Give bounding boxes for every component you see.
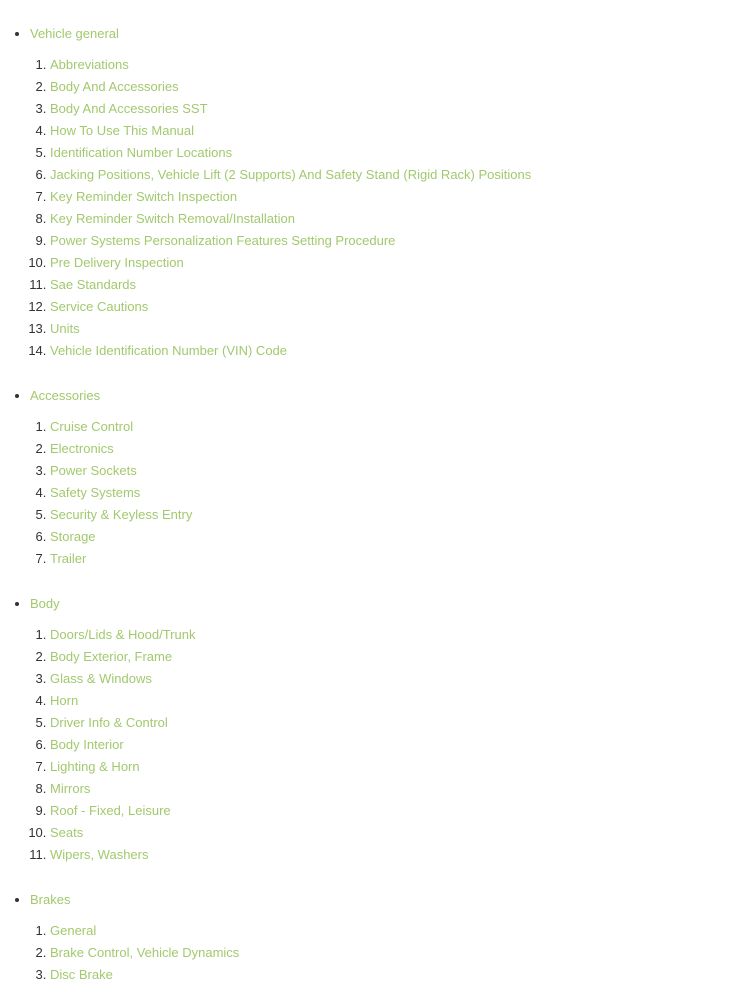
list-item: [50, 844, 746, 866]
list-item: [50, 942, 746, 964]
subsection-link[interactable]: Key Reminder Switch Removal/Installation: [50, 211, 295, 226]
subsection-link[interactable]: Storage: [50, 529, 96, 544]
section-item: [30, 570, 746, 866]
subsection-link[interactable]: Cruise Control: [50, 419, 134, 434]
subsection-link[interactable]: Safety Systems: [50, 485, 141, 500]
subsection-link[interactable]: Sae Standards: [50, 277, 137, 292]
subsection-link[interactable]: Security & Keyless Entry: [50, 507, 193, 522]
subsection-link[interactable]: Glass & Windows: [50, 671, 152, 686]
subsection-link[interactable]: Disc Brake: [50, 967, 113, 982]
subsection-link[interactable]: Body Interior: [50, 737, 124, 752]
subsection-link[interactable]: Abbreviations: [50, 57, 129, 72]
list-item: [50, 252, 746, 274]
list-item: [50, 526, 746, 548]
subsection-link[interactable]: Seats: [50, 825, 84, 840]
list-item: [50, 504, 746, 526]
list-item: [50, 482, 746, 504]
list-item: [50, 624, 746, 646]
subsection-link[interactable]: Body And Accessories SST: [50, 101, 208, 116]
subsection-link[interactable]: Wipers, Washers: [50, 847, 149, 862]
list-item: [50, 208, 746, 230]
list-item: [50, 460, 746, 482]
list-item: [50, 230, 746, 252]
subsection-list: [30, 416, 746, 570]
list-item: [50, 54, 746, 76]
subsection-list: [30, 624, 746, 866]
list-item: [50, 274, 746, 296]
subsection-link[interactable]: Pre Delivery Inspection: [50, 255, 184, 270]
section-link[interactable]: Body: [30, 596, 60, 611]
subsection-link[interactable]: Roof - Fixed, Leisure: [50, 803, 171, 818]
list-item: [50, 438, 746, 460]
list-item: [50, 800, 746, 822]
list-item: [50, 756, 746, 778]
subsection-link[interactable]: Jacking Positions, Vehicle Lift (2 Supports) And Safety Stand (Rigid Rack) Positions: [50, 167, 532, 182]
subsection-link[interactable]: Horn: [50, 693, 79, 708]
subsection-link[interactable]: Power Sockets: [50, 463, 137, 478]
section-item: [30, 0, 746, 362]
list-item: [50, 964, 746, 986]
list-item: [50, 668, 746, 690]
list-item: [50, 920, 746, 942]
subsection-link[interactable]: Trailer: [50, 551, 87, 566]
list-item: [50, 822, 746, 844]
list-item: [50, 340, 746, 362]
subsection-link[interactable]: Mirrors: [50, 781, 91, 796]
subsection-link[interactable]: How To Use This Manual: [50, 123, 195, 138]
list-item: [50, 548, 746, 570]
list-item: [50, 712, 746, 734]
list-item: [50, 120, 746, 142]
list-item: [50, 142, 746, 164]
list-item: [50, 690, 746, 712]
subsection-link[interactable]: Doors/Lids & Hood/Trunk: [50, 627, 196, 642]
subsection-list: [30, 920, 746, 986]
list-item: [50, 416, 746, 438]
subsection-link[interactable]: General: [50, 923, 97, 938]
subsection-link[interactable]: Brake Control, Vehicle Dynamics: [50, 945, 240, 960]
subsection-link[interactable]: Lighting & Horn: [50, 759, 140, 774]
section-link[interactable]: Accessories: [30, 388, 101, 403]
list-item: [50, 98, 746, 120]
subsection-link[interactable]: Vehicle Identification Number (VIN) Code: [50, 343, 288, 358]
list-item: [50, 296, 746, 318]
subsection-link[interactable]: Electronics: [50, 441, 114, 456]
subsection-link[interactable]: Units: [50, 321, 80, 336]
subsection-link[interactable]: Identification Number Locations: [50, 145, 233, 160]
section-item: [30, 362, 746, 570]
list-item: [50, 646, 746, 668]
subsection-list: [30, 54, 746, 362]
list-item: [50, 778, 746, 800]
subsection-link[interactable]: Power Systems Personalization Features Setting Procedure: [50, 233, 396, 248]
list-item: [50, 76, 746, 98]
subsection-link[interactable]: Service Cautions: [50, 299, 149, 314]
section-link[interactable]: Vehicle general: [30, 26, 119, 41]
subsection-link[interactable]: Key Reminder Switch Inspection: [50, 189, 238, 204]
list-item: [50, 734, 746, 756]
section-item: [30, 866, 746, 986]
list-item: [50, 186, 746, 208]
subsection-link[interactable]: Driver Info & Control: [50, 715, 168, 730]
subsection-link[interactable]: Body And Accessories: [50, 79, 179, 94]
list-item: [50, 164, 746, 186]
list-item: [50, 318, 746, 340]
section-link[interactable]: Brakes: [30, 892, 71, 907]
subsection-link[interactable]: Body Exterior, Frame: [50, 649, 173, 664]
